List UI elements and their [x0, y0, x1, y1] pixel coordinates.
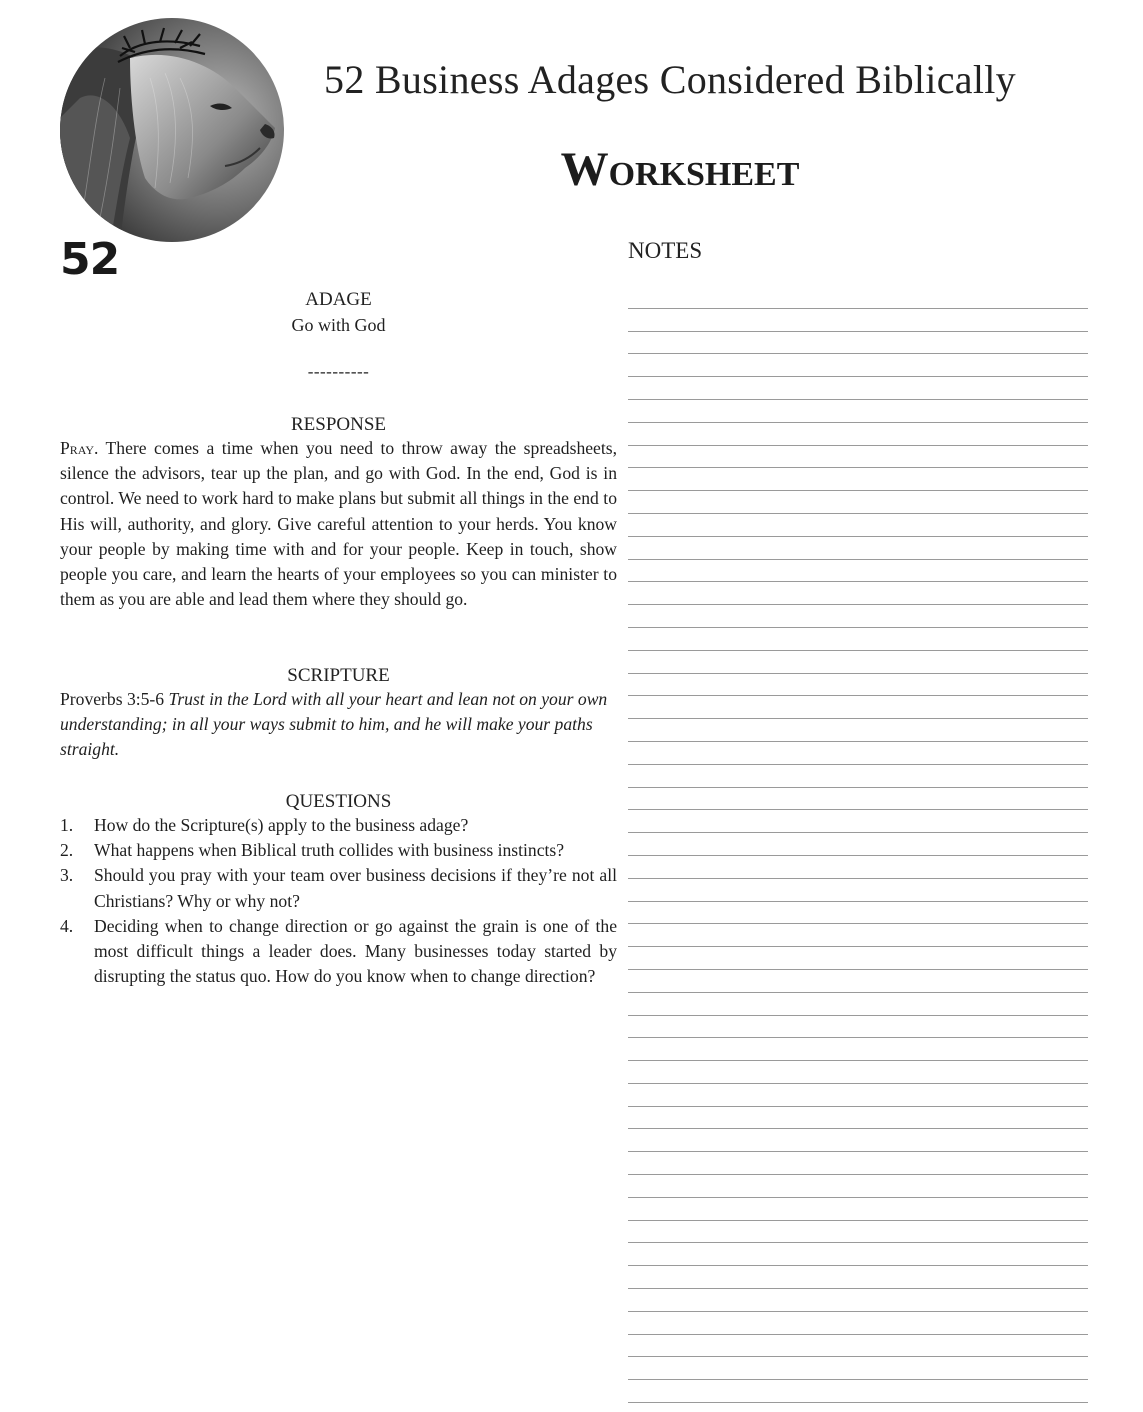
notes-line: [628, 993, 1088, 1016]
worksheet-title: Worksheet: [560, 143, 800, 196]
notes-line: [628, 674, 1088, 697]
questions-list: [60, 813, 617, 989]
scripture-quote: Trust in the Lord with all your heart and lean not on your own understanding; in all your ways submit to him, and he will make your paths straight.: [60, 689, 608, 760]
scripture-heading: SCRIPTURE: [287, 665, 390, 686]
notes-line: [628, 354, 1088, 377]
notes-line: [628, 1357, 1088, 1380]
notes-line: [628, 833, 1088, 856]
notes-line: [628, 605, 1088, 628]
notes-line: [628, 1038, 1088, 1061]
notes-lines: [628, 286, 1088, 1403]
notes-line: [628, 377, 1088, 400]
notes-line: [628, 423, 1088, 446]
book-title: 52 Business Adages Considered Biblically: [324, 57, 1016, 102]
notes-line: [628, 1221, 1088, 1244]
notes-line: [628, 970, 1088, 993]
notes-line: [628, 1061, 1088, 1084]
question-number: 2.: [60, 840, 74, 861]
questions-heading: QUESTIONS: [285, 791, 392, 812]
notes-line: [628, 560, 1088, 583]
response-body: There comes a time when you need to throw away the spreadsheets, silence the advisors, tear up the plan, and go with God. In the end, God is in control. We need to work hard to make plans but submit all things in the end to His will, authority, and glory. Give careful attention to your herds. You know your people by making time with and for your people. Keep in touch, show people you care, and learn the hearts of your employees so you can minister to them as you are able and lead them where they should go.: [60, 438, 617, 610]
notes-line: [628, 1335, 1088, 1358]
response-lead: Pray.: [60, 438, 99, 458]
question-text: What happens when Biblical truth collides with business instincts?: [94, 840, 565, 861]
scripture-text: [60, 687, 617, 763]
question-item: [60, 863, 617, 913]
notes-line: [628, 810, 1088, 833]
notes-line: [628, 765, 1088, 788]
notes-line: [628, 1084, 1088, 1107]
notes-line: [628, 1312, 1088, 1335]
question-text: Deciding when to change direction or go against the grain is one of the most difficult things a leader does. Many businesses today started by disrupting the status quo. How do you know when to change direction?: [94, 915, 617, 987]
notes-line: [628, 902, 1088, 925]
notes-line: [628, 628, 1088, 651]
notes-line: [628, 924, 1088, 947]
notes-line: [628, 1129, 1088, 1152]
question-text: How do the Scripture(s) apply to the business adage?: [94, 815, 469, 835]
adage-section: [60, 289, 617, 382]
notes-line: [628, 879, 1088, 902]
notes-line: [628, 400, 1088, 423]
response-heading: RESPONSE: [290, 414, 387, 435]
notes-line: [628, 1198, 1088, 1221]
notes-line: [628, 1175, 1088, 1198]
question-item: [60, 813, 617, 838]
week-number: 52: [60, 234, 120, 285]
questions-section: [60, 791, 617, 989]
response-section: [60, 414, 617, 612]
question-item: [60, 914, 617, 990]
notes-line: [628, 947, 1088, 970]
section-divider: ----------: [307, 362, 370, 381]
adage-heading: ADAGE: [305, 289, 372, 310]
scripture-section: [60, 665, 617, 763]
notes-line: [628, 1289, 1088, 1312]
question-number: 1.: [60, 815, 74, 835]
notes-line: [628, 742, 1088, 765]
lion-crown-of-thorns-image: [60, 18, 284, 242]
question-number: 4.: [60, 915, 74, 936]
question-item: [60, 838, 617, 863]
question-text: Should you pray with your team over business decisions if they’re not all Christians? Why or why not?: [94, 865, 617, 911]
notes-line: [628, 1266, 1088, 1289]
question-number: 3.: [60, 865, 74, 886]
notes-line: [628, 1243, 1088, 1266]
notes-line: [628, 696, 1088, 719]
notes-line: [628, 582, 1088, 605]
notes-line: [628, 468, 1088, 491]
notes-line: [628, 719, 1088, 742]
notes-line: [628, 651, 1088, 674]
notes-line: [628, 856, 1088, 879]
notes-line: [628, 332, 1088, 355]
notes-line: [628, 309, 1088, 332]
notes-line: [628, 286, 1088, 309]
notes-line: [628, 537, 1088, 560]
notes-line: [628, 1016, 1088, 1039]
lion-illustration: [60, 18, 284, 242]
notes-heading: NOTES: [628, 238, 703, 263]
notes-line: [628, 514, 1088, 537]
notes-line: [628, 446, 1088, 469]
notes-line: [628, 788, 1088, 811]
response-text: [60, 436, 617, 612]
notes-line: [628, 491, 1088, 514]
scripture-reference: Proverbs 3:5-6: [60, 689, 165, 709]
notes-line: [628, 1107, 1088, 1130]
notes-line: [628, 1152, 1088, 1175]
adage-text: Go with God: [291, 315, 386, 335]
notes-line: [628, 1380, 1088, 1403]
